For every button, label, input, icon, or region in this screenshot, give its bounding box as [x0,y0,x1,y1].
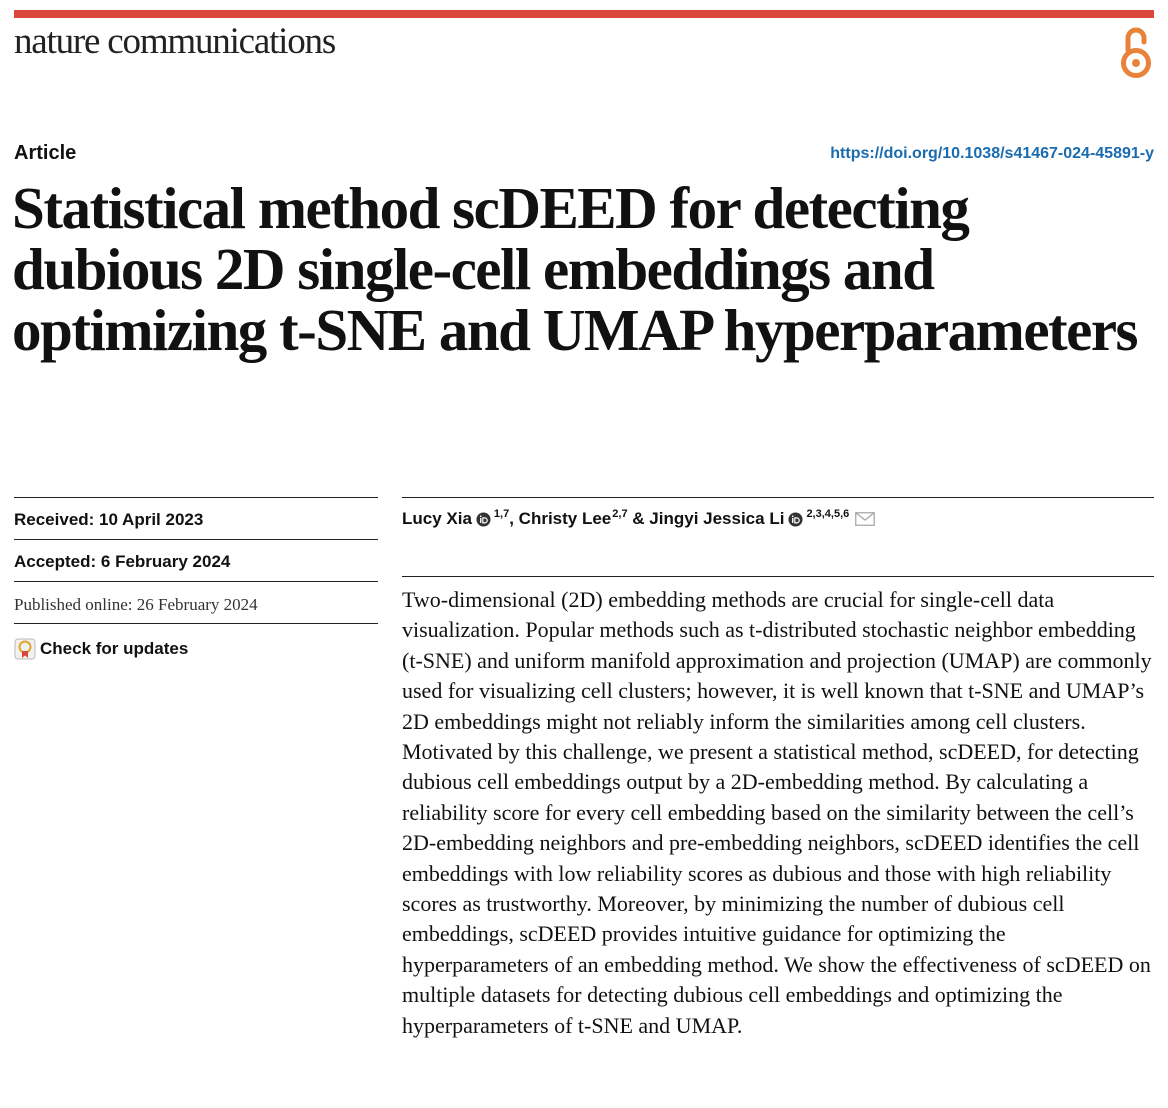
journal-name: nature communications [14,21,336,62]
author-name[interactable]: Jingyi Jessica Li [649,509,785,528]
check-updates-icon [14,638,36,660]
author-affiliations: 2,7 [612,508,628,520]
author-affiliations: 1,7 [493,508,510,520]
check-for-updates-button[interactable] [14,623,378,665]
doi-link[interactable]: https://doi.org/10.1038/s41467-024-45891-y [830,145,1154,162]
article-dates-panel [14,497,378,665]
author-list [402,509,875,529]
article-type: Article [14,142,77,164]
orcid-icon[interactable] [476,512,491,527]
published-date: Published online: 26 February 2024 [14,581,378,623]
received-date: Received: 10 April 2023 [14,497,378,539]
abstract-divider [402,576,1154,577]
author-name[interactable]: Christy Lee [518,509,612,528]
author-separator: & [627,509,650,528]
email-icon[interactable] [855,512,875,526]
orcid-icon[interactable] [788,512,803,527]
author-separator: , [509,509,519,528]
journal-accent-bar [14,10,1154,18]
author-affiliations: 2,3,4,5,6 [806,508,850,520]
accepted-date: Accepted: 6 February 2024 [14,539,378,581]
open-access-icon [1116,24,1156,80]
article-title: Statistical method scDEED for detecting dubious 2D single-cell embeddings and optimizing t-SNE and UMAP hyperparameters [12,175,1137,363]
check-updates-label: Check for updates [40,639,189,658]
authors-divider [402,497,1154,498]
author-name[interactable]: Lucy Xia [402,509,472,528]
abstract: Two-dimensional (2D) embedding methods are crucial for single-cell data visualization. Popular methods such as t-distributed stochastic neighbor embedding (t-SNE) and uniform manifold approximation and projection (UMAP) are commonly used for visualizing cell clusters; however, it is well known that t-SNE and UMAP’s 2D embeddings might not reliably inform the similarities among cell clusters. Motivated by this challenge, we present a statistical method, scDEED, for detecting dubious cell embeddings output by a 2D-embedding method. By calculating a reliability score for every cell embedding based on the similarity between the cell’s 2D-embedding neighbors and pre-embedding neighbors, scDEED identifies the cell embeddings with low reliability scores as dubious and those with high reliability scores as trustworthy. Moreover, by minimizing the number of dubious cell embeddings, scDEED provides intuitive guidance for optimizing the hyperparameters of an embedding method. We show the effectiveness of scDEED on multiple datasets for detecting dubious cell embeddings and optimizing the hyperparameters of t-SNE and UMAP. [402,587,1152,1038]
